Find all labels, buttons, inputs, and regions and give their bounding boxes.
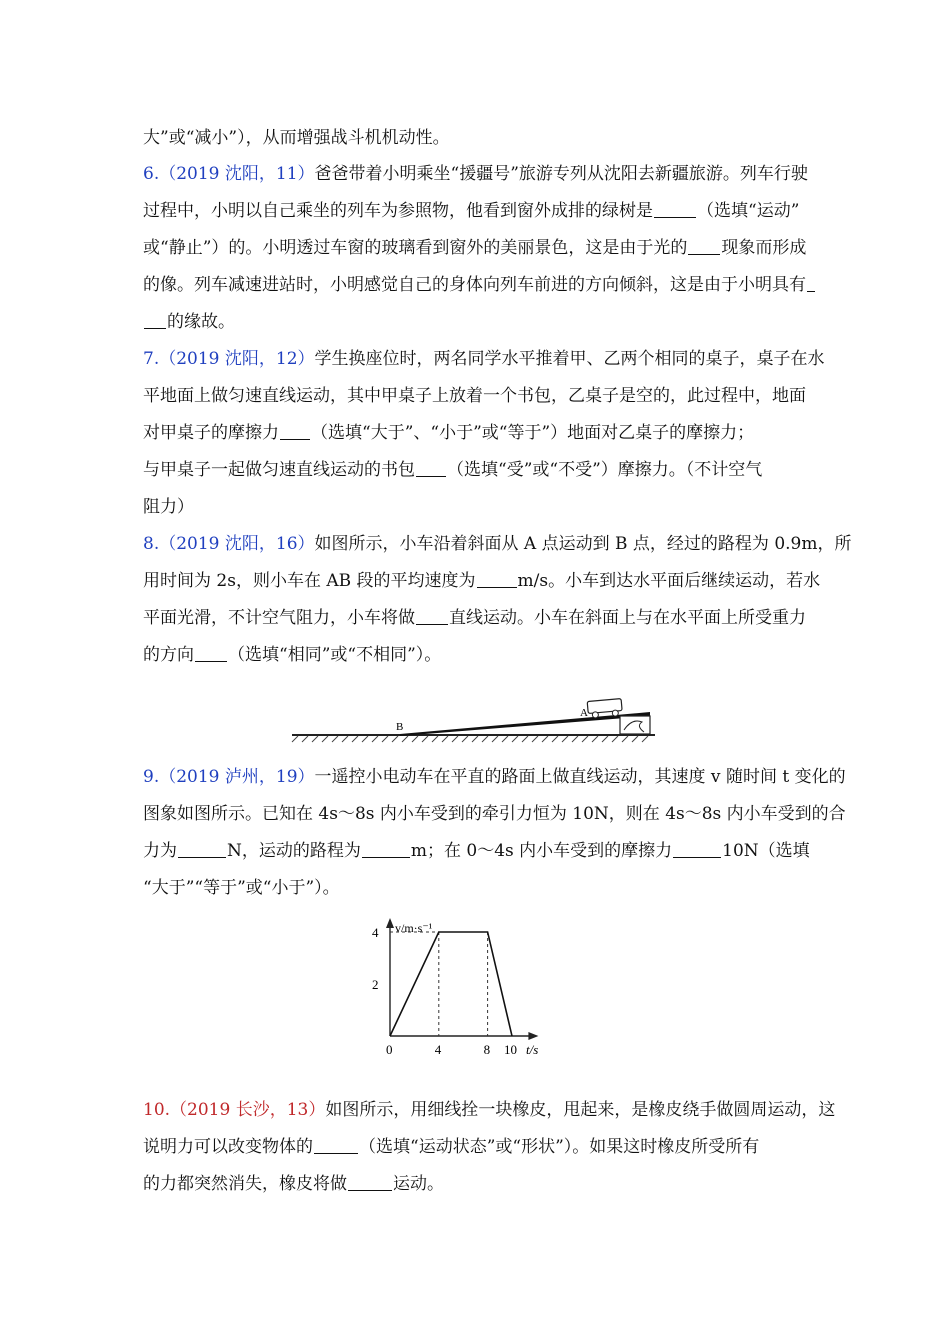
y-tick-label: 2: [372, 977, 379, 992]
q6-line5: [143, 311, 235, 333]
answer-blank: [477, 573, 517, 588]
q7-text: （选填“大于”、“小于”或“等于”）地面对乙桌子的摩擦力；: [311, 423, 755, 443]
q9-line1: [143, 766, 846, 788]
q7-text: （选填“受”或“不受”）摩擦力。（不计空气: [447, 460, 763, 480]
q8-text: 直线运动。小车在斜面上与在水平面上所受重力: [449, 608, 806, 628]
answer-blank: [416, 462, 446, 477]
q9-line3: [143, 840, 810, 862]
q9-line2: [143, 803, 846, 825]
q7-text: 阻力）: [143, 497, 194, 517]
q8-line3: [143, 607, 806, 629]
q9-text: 10N（选填: [722, 841, 810, 861]
q10-line1: [143, 1099, 835, 1121]
q9-source: 9.（2019 泸州，19）: [143, 767, 315, 787]
q10-line3: [143, 1173, 444, 1195]
x-tick-label: 4: [434, 1042, 442, 1057]
x-tick-label: 10: [504, 1042, 517, 1057]
q6-line3: [143, 237, 806, 259]
answer-blank: [195, 647, 227, 662]
x-tick-label: 8: [483, 1042, 491, 1057]
x-tick-label: 0: [386, 1042, 393, 1057]
q7-line3: [143, 422, 754, 444]
q7-source: 7.（2019 沈阳，12）: [143, 349, 315, 369]
q8-line2: [143, 570, 820, 592]
x-axis-label: t/s: [526, 1042, 539, 1057]
q6-text: （选填“运动”: [697, 201, 800, 221]
q6-line1: [143, 163, 808, 185]
q6-text: 的像。列车减速进站时，小明感觉自己的身体向列车前进的方向倾斜，这是由于小明具有: [143, 275, 806, 295]
q8-text: 用时间为 2s，则小车在 AB 段的平均速度为: [143, 571, 476, 591]
q8-line1: [143, 533, 851, 555]
q10-text: 如图所示，用细线拴一块橡皮，甩起来，是橡皮绕手做圆周运动，这: [325, 1100, 836, 1120]
q9-line4: [143, 877, 340, 899]
answer-blank: [280, 425, 310, 440]
q7-line4: [143, 459, 762, 481]
q8-text: 如图所示，小车沿着斜面从 A 点运动到 B 点，经过的路程为 0.9m，所: [314, 534, 852, 554]
q9-text: “大于”“等于”或“小于”）。: [143, 878, 340, 898]
q7-line1: [143, 348, 825, 370]
y-tick-label: 4: [372, 925, 379, 940]
answer-blank: [314, 1139, 358, 1154]
prev-question-tail: [143, 127, 450, 149]
q10-line2: [143, 1136, 759, 1158]
q8-text: 平面光滑，不计空气阻力，小车将做: [143, 608, 415, 628]
q7-line2: [143, 385, 806, 407]
q6-text: 现象而形成: [721, 238, 807, 258]
x-axis-arrow: [528, 1032, 538, 1040]
answer-blank: [807, 277, 815, 292]
answer-blank: [144, 314, 166, 329]
answer-blank: [673, 843, 721, 858]
answer-blank: [348, 1176, 392, 1191]
point-b-label: B: [396, 721, 404, 733]
q8-text: m/s。小车到达水平面后继续运动，若水: [517, 571, 821, 591]
toy-cart: [587, 699, 622, 719]
q10-text: 运动。: [393, 1174, 444, 1194]
q6-text: 爸爸带着小明乘坐“援疆号”旅游专列从沈阳去新疆旅游。列车行驶: [314, 164, 808, 184]
q9-text: N，运动的路程为: [227, 841, 361, 861]
q7-text: 学生换座位时，两名同学水平推着甲、乙两个相同的桌子，桌子在水: [314, 349, 825, 369]
q8-text: （选填“相同”或“不相同”）。: [228, 645, 442, 665]
answer-blank: [362, 843, 410, 858]
answer-blank: [416, 610, 448, 625]
point-a-label: A: [580, 707, 588, 719]
q8-text: 的方向: [143, 645, 194, 665]
y-axis-arrow: [386, 918, 394, 928]
q10-text: 说明力可以改变物体的: [143, 1137, 313, 1157]
q6-text: 的缘故。: [167, 312, 235, 332]
q6-text: 过程中，小明以自己乘坐的列车为参照物，他看到窗外成排的绿树是: [143, 201, 653, 221]
q9-text: 力为: [143, 841, 177, 861]
q6-source: 6.（2019 沈阳，11）: [143, 164, 315, 184]
incline-ramp: [400, 712, 650, 736]
q7-text: 平地面上做匀速直线运动，其中甲桌子上放着一个书包，乙桌子是空的，此过程中，地面: [143, 386, 806, 406]
q6-line2: [143, 200, 799, 222]
q7-text: 与甲桌子一起做匀速直线运动的书包: [143, 460, 415, 480]
answer-blank: [178, 843, 226, 858]
q8-source: 8.（2019 沈阳，16）: [143, 534, 315, 554]
q6-line4: [143, 274, 816, 296]
answer-blank: [654, 203, 696, 218]
support-block: [620, 716, 650, 734]
q8-line4: [143, 644, 441, 666]
velocity-series-line: [390, 932, 512, 1036]
q9-text: m；在 0～4s 内小车受到的摩擦力: [410, 841, 673, 861]
q9-text: 一遥控小电动车在平直的路面上做直线运动，其速度 v 随时间 t 变化的: [314, 767, 846, 787]
answer-blank: [688, 240, 720, 255]
q10-text: （选填“运动状态”或“形状”）。如果这时橡皮所受所有: [359, 1137, 760, 1157]
q9-text: 图象如图所示。已知在 4s～8s 内小车受到的牵引力恒为 10N，则在 4s～8s 内小车受到的合: [143, 804, 846, 824]
y-axis-label: v/m·s⁻¹: [395, 921, 433, 935]
q10-source: 10.（2019 长沙，13）: [143, 1100, 326, 1120]
text: 大”或“减小”），从而增强战斗机机动性。: [143, 128, 450, 148]
incline-figure: [290, 690, 660, 745]
velocity-time-chart: [355, 912, 605, 1062]
q6-text: 或“静止”）的。小明透过车窗的玻璃看到窗外的美丽景色，这是由于光的: [143, 238, 688, 258]
q7-text: 对甲桌子的摩擦力: [143, 423, 279, 443]
q7-line5: [143, 496, 194, 518]
q10-text: 的力都突然消失，橡皮将做: [143, 1174, 347, 1194]
